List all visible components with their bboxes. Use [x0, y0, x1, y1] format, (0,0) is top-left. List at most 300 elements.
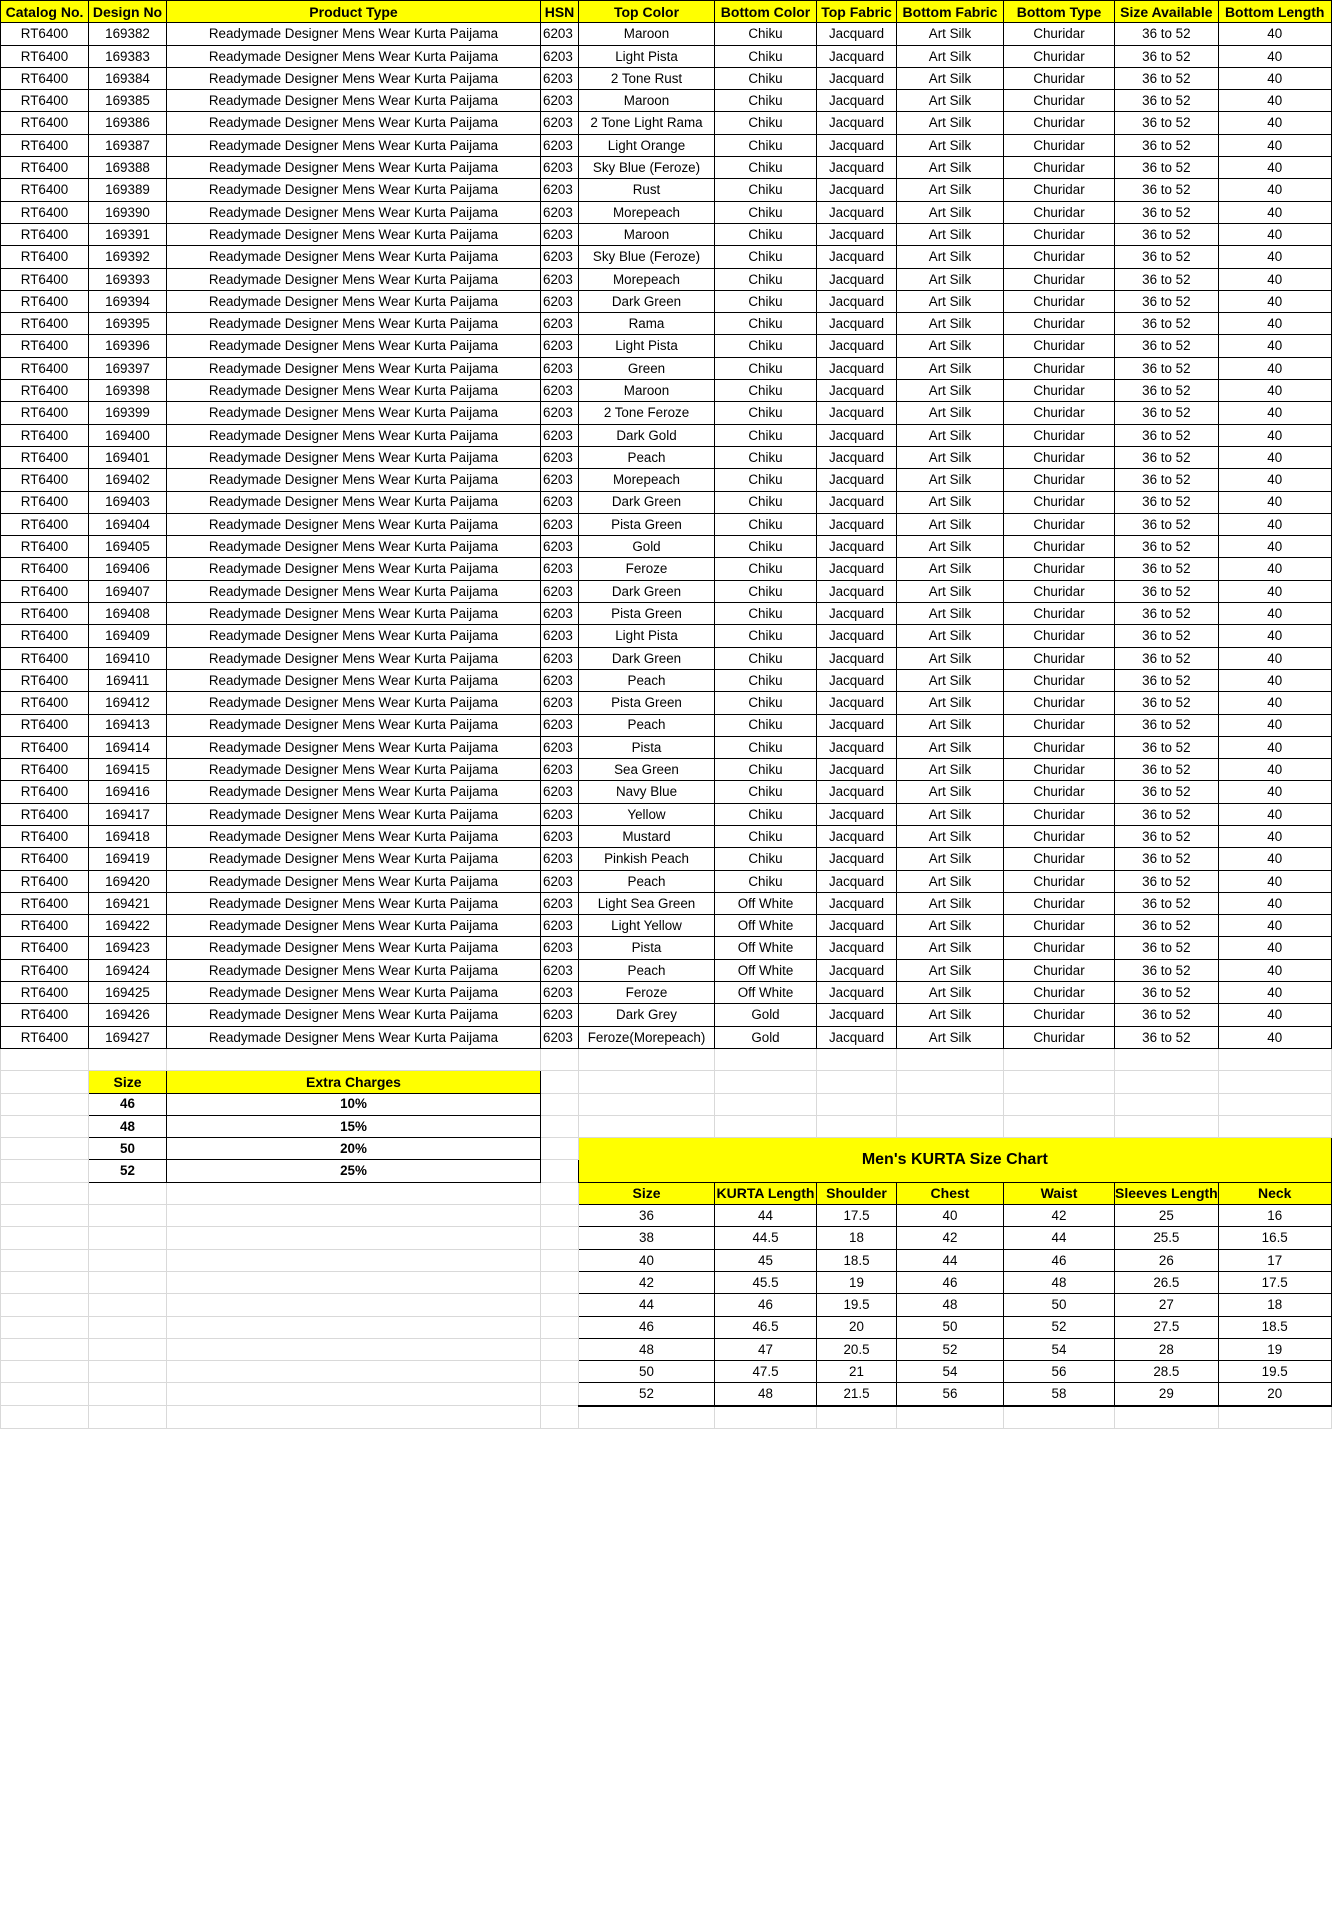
size-chart-cell[interactable]: 29 [1115, 1383, 1219, 1406]
table-cell[interactable]: 36 to 52 [1115, 380, 1219, 402]
table-cell[interactable]: Off White [715, 915, 817, 937]
empty-cell[interactable] [1218, 1406, 1331, 1429]
table-cell[interactable]: Readymade Designer Mens Wear Kurta Paijama [167, 915, 541, 937]
table-cell[interactable]: Peach [579, 714, 715, 736]
table-cell[interactable]: 36 to 52 [1115, 491, 1219, 513]
table-cell[interactable]: 169407 [89, 580, 167, 602]
table-cell[interactable]: Art Silk [897, 357, 1004, 379]
table-cell[interactable]: 169382 [89, 23, 167, 45]
empty-cell[interactable] [541, 1316, 579, 1338]
size-chart-cell[interactable]: 48 [579, 1338, 715, 1360]
table-cell[interactable]: Jacquard [817, 580, 897, 602]
table-cell[interactable]: Churidar [1004, 469, 1115, 491]
table-cell[interactable]: RT6400 [1, 558, 89, 580]
table-cell[interactable]: Readymade Designer Mens Wear Kurta Paijama [167, 491, 541, 513]
table-cell[interactable]: 40 [1218, 157, 1331, 179]
empty-cell[interactable] [817, 1048, 897, 1070]
table-cell[interactable]: 6203 [541, 201, 579, 223]
size-chart-cell[interactable]: 38 [579, 1227, 715, 1249]
table-cell[interactable]: Jacquard [817, 223, 897, 245]
empty-cell[interactable] [541, 1071, 579, 1093]
empty-cell[interactable] [541, 1115, 579, 1137]
table-cell[interactable]: Morepeach [579, 469, 715, 491]
empty-cell[interactable] [89, 1338, 167, 1360]
table-cell[interactable]: Jacquard [817, 536, 897, 558]
empty-cell[interactable] [1004, 1115, 1115, 1137]
table-cell[interactable]: Art Silk [897, 558, 1004, 580]
table-cell[interactable]: Readymade Designer Mens Wear Kurta Paijama [167, 67, 541, 89]
table-cell[interactable]: Chiku [715, 469, 817, 491]
table-cell[interactable]: Readymade Designer Mens Wear Kurta Paijama [167, 580, 541, 602]
table-cell[interactable]: Art Silk [897, 90, 1004, 112]
empty-cell[interactable] [167, 1294, 541, 1316]
table-cell[interactable]: RT6400 [1, 112, 89, 134]
empty-cell[interactable] [541, 1138, 579, 1160]
table-cell[interactable]: Sky Blue (Feroze) [579, 157, 715, 179]
table-cell[interactable]: Churidar [1004, 781, 1115, 803]
table-cell[interactable]: Jacquard [817, 380, 897, 402]
table-cell[interactable]: Peach [579, 446, 715, 468]
table-cell[interactable]: Chiku [715, 424, 817, 446]
table-cell[interactable]: Churidar [1004, 915, 1115, 937]
column-header[interactable]: HSN [541, 1, 579, 23]
table-cell[interactable]: 169402 [89, 469, 167, 491]
table-cell[interactable]: Morepeach [579, 268, 715, 290]
empty-cell[interactable] [541, 1249, 579, 1271]
table-cell[interactable]: 169419 [89, 848, 167, 870]
table-cell[interactable]: Churidar [1004, 90, 1115, 112]
size-chart-cell[interactable]: 16.5 [1218, 1227, 1331, 1249]
size-chart-cell[interactable]: 45.5 [715, 1271, 817, 1293]
table-cell[interactable]: 6203 [541, 825, 579, 847]
table-cell[interactable]: 40 [1218, 915, 1331, 937]
table-cell[interactable]: Churidar [1004, 892, 1115, 914]
table-cell[interactable]: 40 [1218, 803, 1331, 825]
table-cell[interactable]: Art Silk [897, 513, 1004, 535]
table-cell[interactable]: Readymade Designer Mens Wear Kurta Paijama [167, 736, 541, 758]
table-cell[interactable]: Jacquard [817, 736, 897, 758]
size-chart-cell[interactable]: 21.5 [817, 1383, 897, 1406]
table-cell[interactable]: 169397 [89, 357, 167, 379]
size-chart-cell[interactable]: 17 [1218, 1249, 1331, 1271]
table-cell[interactable]: Readymade Designer Mens Wear Kurta Paijama [167, 157, 541, 179]
table-cell[interactable]: 36 to 52 [1115, 603, 1219, 625]
table-cell[interactable]: Jacquard [817, 446, 897, 468]
table-cell[interactable]: 40 [1218, 937, 1331, 959]
table-cell[interactable]: 169392 [89, 246, 167, 268]
table-cell[interactable]: Chiku [715, 647, 817, 669]
table-cell[interactable]: Art Silk [897, 380, 1004, 402]
table-cell[interactable]: Chiku [715, 558, 817, 580]
table-cell[interactable]: 40 [1218, 982, 1331, 1004]
size-chart-cell[interactable]: 19 [1218, 1338, 1331, 1360]
table-cell[interactable]: Jacquard [817, 669, 897, 691]
table-cell[interactable]: Green [579, 357, 715, 379]
table-cell[interactable]: 169410 [89, 647, 167, 669]
table-cell[interactable]: Pista [579, 937, 715, 959]
empty-cell[interactable] [1115, 1071, 1219, 1093]
table-cell[interactable]: Readymade Designer Mens Wear Kurta Paijama [167, 469, 541, 491]
table-cell[interactable]: Jacquard [817, 625, 897, 647]
empty-cell[interactable] [541, 1093, 579, 1115]
table-cell[interactable]: Art Silk [897, 491, 1004, 513]
table-cell[interactable]: Art Silk [897, 201, 1004, 223]
table-cell[interactable]: Churidar [1004, 357, 1115, 379]
table-cell[interactable]: Churidar [1004, 513, 1115, 535]
table-cell[interactable]: 36 to 52 [1115, 1004, 1219, 1026]
table-cell[interactable]: 36 to 52 [1115, 669, 1219, 691]
table-cell[interactable]: 36 to 52 [1115, 692, 1219, 714]
size-chart-cell[interactable]: 50 [1004, 1294, 1115, 1316]
table-cell[interactable]: Chiku [715, 870, 817, 892]
table-cell[interactable]: 36 to 52 [1115, 446, 1219, 468]
table-cell[interactable]: 40 [1218, 647, 1331, 669]
table-cell[interactable]: RT6400 [1, 647, 89, 669]
table-cell[interactable]: Chiku [715, 90, 817, 112]
table-cell[interactable]: RT6400 [1, 848, 89, 870]
table-cell[interactable]: Readymade Designer Mens Wear Kurta Paijama [167, 90, 541, 112]
table-cell[interactable]: Jacquard [817, 1026, 897, 1048]
table-cell[interactable]: 40 [1218, 246, 1331, 268]
size-chart-cell[interactable]: 25.5 [1115, 1227, 1219, 1249]
table-cell[interactable]: Readymade Designer Mens Wear Kurta Paijama [167, 625, 541, 647]
table-cell[interactable]: 169396 [89, 335, 167, 357]
empty-cell[interactable] [817, 1406, 897, 1429]
size-chart-cell[interactable]: 44.5 [715, 1227, 817, 1249]
table-cell[interactable]: 169391 [89, 223, 167, 245]
size-chart-cell[interactable]: 47.5 [715, 1361, 817, 1383]
table-cell[interactable]: 36 to 52 [1115, 892, 1219, 914]
size-chart-header[interactable]: Size [579, 1182, 715, 1204]
table-cell[interactable]: RT6400 [1, 959, 89, 981]
table-cell[interactable]: RT6400 [1, 23, 89, 45]
table-cell[interactable]: Art Silk [897, 937, 1004, 959]
table-cell[interactable]: Churidar [1004, 23, 1115, 45]
table-cell[interactable]: Maroon [579, 90, 715, 112]
table-cell[interactable]: 169420 [89, 870, 167, 892]
table-cell[interactable]: RT6400 [1, 669, 89, 691]
table-cell[interactable]: 169421 [89, 892, 167, 914]
table-cell[interactable]: RT6400 [1, 759, 89, 781]
table-cell[interactable]: Art Silk [897, 134, 1004, 156]
table-cell[interactable]: Chiku [715, 380, 817, 402]
table-cell[interactable]: 6203 [541, 625, 579, 647]
table-cell[interactable]: 6203 [541, 268, 579, 290]
table-cell[interactable]: 6203 [541, 803, 579, 825]
table-cell[interactable]: Chiku [715, 513, 817, 535]
table-cell[interactable]: Jacquard [817, 179, 897, 201]
empty-cell[interactable] [1, 1160, 89, 1182]
table-cell[interactable]: Chiku [715, 825, 817, 847]
table-cell[interactable]: Off White [715, 937, 817, 959]
table-cell[interactable]: Peach [579, 959, 715, 981]
table-cell[interactable]: Readymade Designer Mens Wear Kurta Paijama [167, 848, 541, 870]
table-cell[interactable]: Churidar [1004, 380, 1115, 402]
empty-cell[interactable] [579, 1406, 715, 1429]
table-cell[interactable]: Jacquard [817, 959, 897, 981]
table-cell[interactable]: Readymade Designer Mens Wear Kurta Paijama [167, 223, 541, 245]
size-chart-cell[interactable]: 40 [579, 1249, 715, 1271]
empty-cell[interactable] [1, 1048, 89, 1070]
table-cell[interactable]: 36 to 52 [1115, 513, 1219, 535]
table-cell[interactable]: 40 [1218, 781, 1331, 803]
table-cell[interactable]: Sky Blue (Feroze) [579, 246, 715, 268]
table-cell[interactable]: Art Silk [897, 1004, 1004, 1026]
table-cell[interactable]: RT6400 [1, 513, 89, 535]
table-cell[interactable]: Jacquard [817, 313, 897, 335]
empty-cell[interactable] [89, 1271, 167, 1293]
table-cell[interactable]: RT6400 [1, 424, 89, 446]
table-cell[interactable]: Art Silk [897, 112, 1004, 134]
table-cell[interactable]: 40 [1218, 491, 1331, 513]
table-cell[interactable]: 6203 [541, 536, 579, 558]
table-cell[interactable]: 6203 [541, 246, 579, 268]
table-cell[interactable]: 169417 [89, 803, 167, 825]
table-cell[interactable]: Art Silk [897, 157, 1004, 179]
table-cell[interactable]: Feroze [579, 558, 715, 580]
table-cell[interactable]: Churidar [1004, 223, 1115, 245]
table-cell[interactable]: RT6400 [1, 1026, 89, 1048]
table-cell[interactable]: RT6400 [1, 781, 89, 803]
table-cell[interactable]: Light Sea Green [579, 892, 715, 914]
table-cell[interactable]: Art Silk [897, 959, 1004, 981]
table-cell[interactable]: Art Silk [897, 603, 1004, 625]
table-cell[interactable]: 36 to 52 [1115, 134, 1219, 156]
table-cell[interactable]: Chiku [715, 759, 817, 781]
empty-cell[interactable] [167, 1205, 541, 1227]
table-cell[interactable]: 6203 [541, 424, 579, 446]
table-cell[interactable]: 36 to 52 [1115, 313, 1219, 335]
table-cell[interactable]: Chiku [715, 692, 817, 714]
empty-cell[interactable] [89, 1383, 167, 1406]
table-cell[interactable]: RT6400 [1, 469, 89, 491]
table-cell[interactable]: Churidar [1004, 625, 1115, 647]
table-cell[interactable]: 40 [1218, 402, 1331, 424]
table-cell[interactable]: Pista Green [579, 692, 715, 714]
table-cell[interactable]: Chiku [715, 446, 817, 468]
empty-cell[interactable] [897, 1406, 1004, 1429]
table-cell[interactable]: 40 [1218, 357, 1331, 379]
table-cell[interactable]: RT6400 [1, 335, 89, 357]
table-cell[interactable]: Chiku [715, 736, 817, 758]
table-cell[interactable]: Churidar [1004, 759, 1115, 781]
empty-cell[interactable] [89, 1294, 167, 1316]
table-cell[interactable]: 6203 [541, 513, 579, 535]
table-cell[interactable]: Art Silk [897, 335, 1004, 357]
empty-cell[interactable] [817, 1093, 897, 1115]
empty-cell[interactable] [715, 1406, 817, 1429]
empty-cell[interactable] [1, 1383, 89, 1406]
table-cell[interactable]: Churidar [1004, 290, 1115, 312]
table-cell[interactable]: Chiku [715, 290, 817, 312]
empty-cell[interactable] [897, 1048, 1004, 1070]
table-cell[interactable]: Jacquard [817, 335, 897, 357]
table-cell[interactable]: Readymade Designer Mens Wear Kurta Paijama [167, 246, 541, 268]
table-cell[interactable]: Art Silk [897, 647, 1004, 669]
table-cell[interactable]: Readymade Designer Mens Wear Kurta Paijama [167, 892, 541, 914]
table-cell[interactable]: 40 [1218, 45, 1331, 67]
table-cell[interactable]: 6203 [541, 446, 579, 468]
table-cell[interactable]: 6203 [541, 469, 579, 491]
table-cell[interactable]: 36 to 52 [1115, 45, 1219, 67]
table-cell[interactable]: Chiku [715, 179, 817, 201]
empty-cell[interactable] [715, 1093, 817, 1115]
empty-cell[interactable] [167, 1361, 541, 1383]
table-cell[interactable]: Art Silk [897, 45, 1004, 67]
size-chart-cell[interactable]: 50 [579, 1361, 715, 1383]
table-cell[interactable]: 169395 [89, 313, 167, 335]
table-cell[interactable]: Jacquard [817, 402, 897, 424]
table-cell[interactable]: 169399 [89, 402, 167, 424]
table-cell[interactable]: Feroze [579, 982, 715, 1004]
table-cell[interactable]: Art Silk [897, 424, 1004, 446]
table-cell[interactable]: Art Silk [897, 179, 1004, 201]
table-cell[interactable]: 169386 [89, 112, 167, 134]
table-cell[interactable]: Churidar [1004, 335, 1115, 357]
size-chart-cell[interactable]: 21 [817, 1361, 897, 1383]
table-cell[interactable]: 6203 [541, 335, 579, 357]
table-cell[interactable]: 169425 [89, 982, 167, 1004]
table-cell[interactable]: Readymade Designer Mens Wear Kurta Paijama [167, 268, 541, 290]
table-cell[interactable]: 36 to 52 [1115, 736, 1219, 758]
empty-cell[interactable] [1, 1093, 89, 1115]
table-cell[interactable]: 6203 [541, 558, 579, 580]
table-cell[interactable]: Jacquard [817, 892, 897, 914]
table-cell[interactable]: 6203 [541, 90, 579, 112]
table-cell[interactable]: Readymade Designer Mens Wear Kurta Paijama [167, 313, 541, 335]
table-cell[interactable]: Light Pista [579, 45, 715, 67]
empty-cell[interactable] [89, 1182, 167, 1204]
table-cell[interactable]: Chiku [715, 67, 817, 89]
table-cell[interactable]: Art Silk [897, 892, 1004, 914]
table-cell[interactable]: Chiku [715, 45, 817, 67]
table-cell[interactable]: Jacquard [817, 825, 897, 847]
table-cell[interactable]: Churidar [1004, 1004, 1115, 1026]
empty-cell[interactable] [541, 1294, 579, 1316]
size-chart-cell[interactable]: 47 [715, 1338, 817, 1360]
table-cell[interactable]: Chiku [715, 402, 817, 424]
empty-cell[interactable] [541, 1338, 579, 1360]
empty-cell[interactable] [541, 1182, 579, 1204]
table-cell[interactable]: Churidar [1004, 246, 1115, 268]
table-cell[interactable]: 6203 [541, 290, 579, 312]
table-cell[interactable]: 6203 [541, 179, 579, 201]
table-cell[interactable]: Churidar [1004, 558, 1115, 580]
table-cell[interactable]: Readymade Designer Mens Wear Kurta Paijama [167, 982, 541, 1004]
table-cell[interactable]: Churidar [1004, 580, 1115, 602]
table-cell[interactable]: RT6400 [1, 491, 89, 513]
table-cell[interactable]: 6203 [541, 23, 579, 45]
table-cell[interactable]: Light Yellow [579, 915, 715, 937]
table-cell[interactable]: Art Silk [897, 870, 1004, 892]
table-cell[interactable]: 40 [1218, 380, 1331, 402]
table-cell[interactable]: 36 to 52 [1115, 268, 1219, 290]
table-cell[interactable]: 40 [1218, 290, 1331, 312]
table-cell[interactable]: Churidar [1004, 67, 1115, 89]
table-cell[interactable]: 40 [1218, 848, 1331, 870]
table-cell[interactable]: 169383 [89, 45, 167, 67]
table-cell[interactable]: 169414 [89, 736, 167, 758]
table-cell[interactable]: Art Silk [897, 1026, 1004, 1048]
table-cell[interactable]: Rama [579, 313, 715, 335]
table-cell[interactable]: Readymade Designer Mens Wear Kurta Paijama [167, 669, 541, 691]
size-chart-cell[interactable]: 27.5 [1115, 1316, 1219, 1338]
table-cell[interactable]: Navy Blue [579, 781, 715, 803]
table-cell[interactable]: Churidar [1004, 803, 1115, 825]
table-cell[interactable]: Art Silk [897, 781, 1004, 803]
table-cell[interactable]: 36 to 52 [1115, 536, 1219, 558]
table-cell[interactable]: 169406 [89, 558, 167, 580]
table-cell[interactable]: Jacquard [817, 937, 897, 959]
empty-cell[interactable] [1115, 1048, 1219, 1070]
table-cell[interactable]: 36 to 52 [1115, 201, 1219, 223]
empty-cell[interactable] [541, 1406, 579, 1429]
table-cell[interactable]: RT6400 [1, 692, 89, 714]
table-cell[interactable]: Readymade Designer Mens Wear Kurta Paijama [167, 714, 541, 736]
table-cell[interactable]: Chiku [715, 803, 817, 825]
size-chart-cell[interactable]: 42 [897, 1227, 1004, 1249]
size-chart-cell[interactable]: 44 [897, 1249, 1004, 1271]
table-cell[interactable]: RT6400 [1, 915, 89, 937]
table-cell[interactable]: Jacquard [817, 45, 897, 67]
table-cell[interactable]: Off White [715, 982, 817, 1004]
column-header[interactable]: Bottom Length [1218, 1, 1331, 23]
table-cell[interactable]: 169422 [89, 915, 167, 937]
table-cell[interactable]: 6203 [541, 357, 579, 379]
table-cell[interactable]: RT6400 [1, 223, 89, 245]
table-cell[interactable]: 40 [1218, 580, 1331, 602]
table-cell[interactable]: Gold [579, 536, 715, 558]
table-cell[interactable]: 36 to 52 [1115, 848, 1219, 870]
table-cell[interactable]: Readymade Designer Mens Wear Kurta Paijama [167, 134, 541, 156]
empty-cell[interactable] [1, 1338, 89, 1360]
table-cell[interactable]: Art Silk [897, 825, 1004, 847]
table-cell[interactable]: 169398 [89, 380, 167, 402]
empty-cell[interactable] [167, 1383, 541, 1406]
table-cell[interactable]: 40 [1218, 446, 1331, 468]
table-cell[interactable]: Off White [715, 959, 817, 981]
column-header[interactable]: Design No [89, 1, 167, 23]
table-cell[interactable]: 6203 [541, 781, 579, 803]
empty-cell[interactable] [541, 1160, 579, 1182]
table-cell[interactable]: Chiku [715, 223, 817, 245]
empty-cell[interactable] [817, 1071, 897, 1093]
empty-cell[interactable] [579, 1048, 715, 1070]
size-chart-cell[interactable]: 26 [1115, 1249, 1219, 1271]
table-cell[interactable]: RT6400 [1, 580, 89, 602]
table-cell[interactable]: 6203 [541, 157, 579, 179]
size-chart-cell[interactable]: 46.5 [715, 1316, 817, 1338]
empty-cell[interactable] [167, 1271, 541, 1293]
table-cell[interactable]: 40 [1218, 313, 1331, 335]
table-cell[interactable]: Jacquard [817, 67, 897, 89]
table-cell[interactable]: 36 to 52 [1115, 959, 1219, 981]
table-cell[interactable]: Art Silk [897, 223, 1004, 245]
table-cell[interactable]: Light Orange [579, 134, 715, 156]
table-cell[interactable]: Readymade Designer Mens Wear Kurta Paijama [167, 558, 541, 580]
table-cell[interactable]: Churidar [1004, 201, 1115, 223]
empty-cell[interactable] [541, 1227, 579, 1249]
table-cell[interactable]: Light Pista [579, 335, 715, 357]
empty-cell[interactable] [1004, 1071, 1115, 1093]
table-cell[interactable]: Yellow [579, 803, 715, 825]
table-cell[interactable]: Churidar [1004, 714, 1115, 736]
table-cell[interactable]: Readymade Designer Mens Wear Kurta Paijama [167, 759, 541, 781]
table-cell[interactable]: Chiku [715, 23, 817, 45]
size-chart-cell[interactable]: 42 [1004, 1205, 1115, 1227]
table-cell[interactable]: Chiku [715, 357, 817, 379]
table-cell[interactable]: 40 [1218, 825, 1331, 847]
